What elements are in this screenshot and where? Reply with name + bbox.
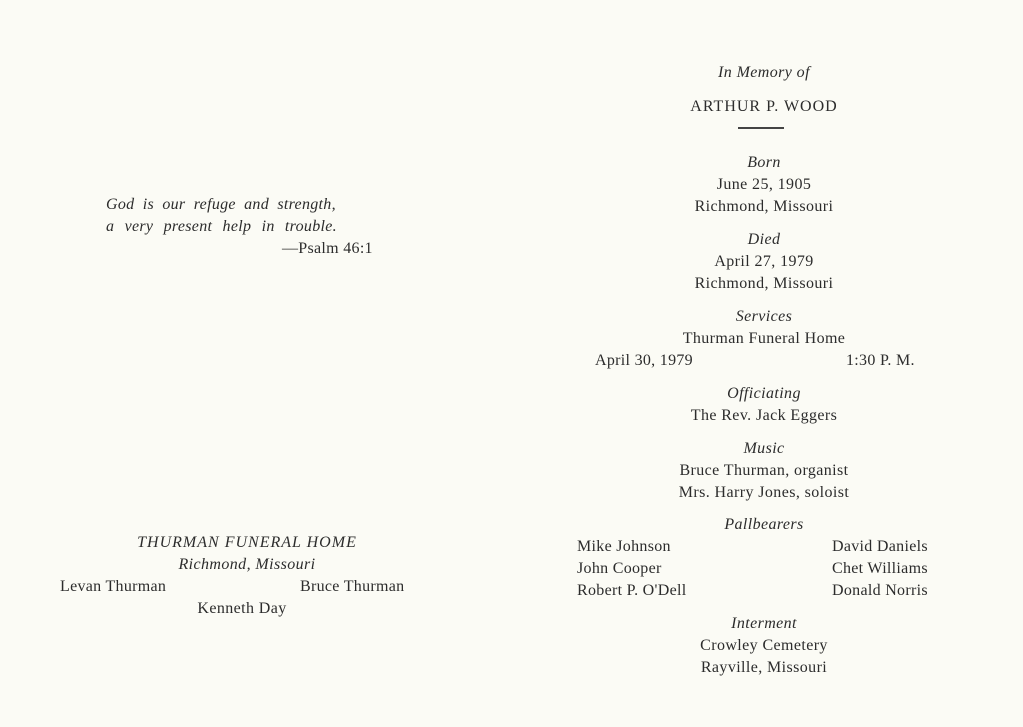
memorial-heading: In Memory of xyxy=(718,64,810,81)
interment-label: Interment xyxy=(731,615,797,632)
funeral-home-staff-bottom: Kenneth Day xyxy=(197,600,287,617)
services-place: Thurman Funeral Home xyxy=(682,330,846,347)
born-place: Richmond, Missouri xyxy=(694,198,834,215)
verse-line-1: God is our refuge and strength, xyxy=(106,196,336,213)
right-panel xyxy=(500,0,1023,727)
services-date: April 30, 1979 xyxy=(595,352,693,369)
verse-line-2: a very present help in trouble. xyxy=(106,218,337,235)
officiating-label: Officiating xyxy=(727,385,801,402)
funeral-home-city: Richmond, Missouri xyxy=(178,556,316,573)
interment-city: Rayville, Missouri xyxy=(700,659,828,676)
funeral-home-staff-left: Levan Thurman xyxy=(60,578,167,595)
officiating-name: The Rev. Jack Eggers xyxy=(690,407,838,424)
services-time: 1:30 P. M. xyxy=(846,352,915,369)
pallbearer-left-2: John Cooper xyxy=(577,560,662,577)
pallbearers-label: Pallbearers xyxy=(724,516,804,533)
music-label: Music xyxy=(743,440,785,457)
pallbearer-right-3: Donald Norris xyxy=(832,582,928,599)
verse-citation: —Psalm 46:1 xyxy=(282,240,373,257)
funeral-home-name: THURMAN FUNERAL HOME xyxy=(137,534,357,551)
services-label: Services xyxy=(735,308,793,325)
music-line-1: Bruce Thurman, organist xyxy=(679,462,849,479)
interment-place: Crowley Cemetery xyxy=(700,637,828,654)
born-date: June 25, 1905 xyxy=(716,176,812,193)
died-label: Died xyxy=(747,231,781,248)
pallbearer-right-2: Chet Williams xyxy=(832,560,928,577)
music-line-2: Mrs. Harry Jones, soloist xyxy=(678,484,850,501)
pallbearer-right-1: David Daniels xyxy=(832,538,928,555)
died-date: April 27, 1979 xyxy=(714,253,814,270)
pallbearer-left-3: Robert P. O'Dell xyxy=(577,582,687,599)
pallbearer-left-1: Mike Johnson xyxy=(577,538,671,555)
funeral-home-staff-right: Bruce Thurman xyxy=(300,578,405,595)
died-place: Richmond, Missouri xyxy=(694,275,834,292)
left-panel xyxy=(0,0,500,727)
born-label: Born xyxy=(747,154,781,171)
deceased-name: ARTHUR P. WOOD xyxy=(690,98,838,115)
divider-rule xyxy=(738,127,784,129)
